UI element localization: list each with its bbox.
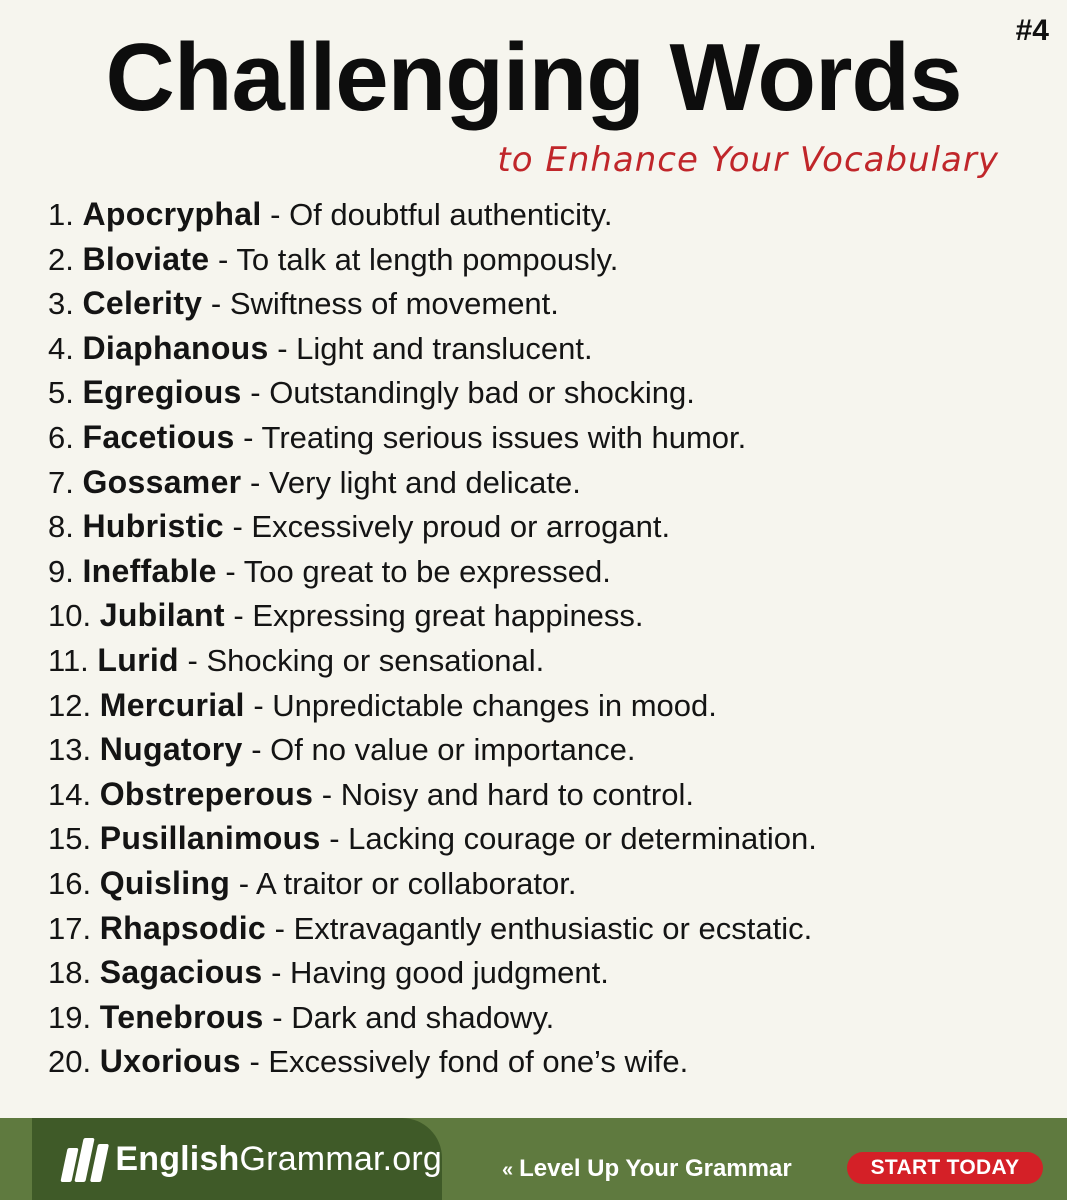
item-definition: - Noisy and hard to control. [313, 776, 694, 812]
list-item [48, 772, 817, 817]
item-term: Quisling [99, 864, 231, 901]
book-stack-icon [62, 1136, 107, 1182]
list-item [48, 861, 817, 906]
item-definition: - Excessively proud or arrogant. [223, 509, 671, 545]
list-item [48, 326, 817, 371]
list-item [48, 281, 817, 326]
item-number: 12. [48, 687, 92, 723]
tagline-text: Level Up Your Grammar [519, 1155, 792, 1182]
brand-name-bold: English [115, 1139, 240, 1178]
item-term: Ineffable [82, 552, 217, 589]
list-item [48, 415, 817, 460]
item-term: Tenebrous [99, 998, 264, 1035]
item-definition: - A traitor or collaborator. [230, 865, 577, 901]
issue-number: #4 [1015, 14, 1049, 47]
item-definition: - Very light and delicate. [241, 464, 581, 500]
item-definition: - Extravagantly enthusiastic or ecstatic. [266, 910, 813, 946]
brand-name-regular: Grammar.org [239, 1139, 442, 1178]
item-term: Celerity [82, 285, 203, 322]
item-term: Mercurial [99, 686, 245, 723]
item-number: 1. [48, 197, 74, 232]
item-number: 10. [48, 598, 92, 634]
item-definition: - Excessively fond of one’s wife. [240, 1044, 689, 1080]
item-term: Jubilant [99, 597, 225, 634]
item-number: 9. [48, 553, 74, 589]
list-item [48, 1039, 817, 1084]
list-item [48, 727, 817, 772]
item-definition: - Outstandingly bad or shocking. [241, 375, 695, 411]
item-definition: - Lacking courage or determination. [320, 821, 817, 857]
list-item [48, 906, 817, 951]
item-term: Sagacious [99, 954, 263, 991]
page-title: Challenging Words [105, 24, 962, 131]
item-definition: - Shocking or sensational. [178, 642, 545, 678]
item-term: Nugatory [99, 731, 243, 768]
brand-logo[interactable] [32, 1118, 442, 1200]
word-list [48, 192, 817, 1084]
item-number: 3. [48, 286, 74, 322]
item-number: 15. [48, 821, 92, 857]
list-item [48, 683, 817, 728]
item-number: 2. [48, 241, 74, 277]
item-term: Gossamer [82, 463, 242, 500]
list-item [48, 816, 817, 861]
item-definition: - Swiftness of movement. [202, 286, 559, 322]
item-number: 20. [48, 1044, 92, 1080]
item-term: Facetious [82, 418, 235, 455]
item-number: 7. [48, 464, 74, 500]
item-number: 17. [48, 910, 92, 946]
item-term: Obstreperous [99, 775, 314, 812]
list-item [48, 549, 817, 594]
item-term: Lurid [97, 641, 179, 678]
list-item [48, 192, 817, 237]
item-definition: - Light and translucent. [268, 330, 593, 366]
item-number: 14. [48, 776, 92, 812]
tagline [502, 1155, 792, 1183]
item-number: 18. [48, 955, 92, 991]
item-definition: - Unpredictable changes in mood. [244, 687, 717, 723]
item-number: 4. [48, 330, 74, 366]
list-item [48, 504, 817, 549]
list-item [48, 237, 817, 282]
item-number: 6. [48, 419, 74, 455]
footer-bar [0, 1118, 1067, 1200]
item-number: 16. [48, 865, 92, 901]
item-number: 11. [48, 642, 89, 678]
item-definition: - Of no value or importance. [242, 732, 636, 768]
item-term: Pusillanimous [99, 820, 321, 857]
start-today-button[interactable]: START TODAY [847, 1152, 1043, 1184]
item-number: 5. [48, 375, 74, 411]
item-number: 8. [48, 509, 74, 545]
list-item [48, 593, 817, 638]
double-chevron-left-icon: « [502, 1159, 514, 1181]
item-number: 13. [48, 732, 92, 768]
item-definition: - Too great to be expressed. [216, 553, 611, 589]
list-item [48, 995, 817, 1040]
list-item [48, 638, 817, 683]
list-item [48, 460, 817, 505]
item-term: Hubristic [82, 508, 224, 545]
list-item [48, 950, 817, 995]
item-definition: - Of doubtful authenticity. [261, 197, 613, 232]
item-term: Egregious [82, 374, 242, 411]
item-definition: - Treating serious issues with humor. [234, 419, 747, 455]
subtitle: to Enhance Your Vocabulary [497, 140, 999, 180]
item-term: Bloviate [82, 240, 210, 277]
item-definition: - To talk at length pompously. [209, 241, 619, 277]
item-term: Rhapsodic [99, 909, 267, 946]
item-number: 19. [48, 999, 92, 1035]
item-definition: - Having good judgment. [262, 955, 609, 991]
item-definition: - Dark and shadowy. [263, 999, 555, 1035]
brand-name [115, 1140, 442, 1179]
item-term: Uxorious [99, 1043, 241, 1080]
list-item [48, 370, 817, 415]
item-term: Apocryphal [82, 196, 262, 232]
item-term: Diaphanous [82, 329, 269, 366]
item-definition: - Expressing great happiness. [224, 598, 644, 634]
